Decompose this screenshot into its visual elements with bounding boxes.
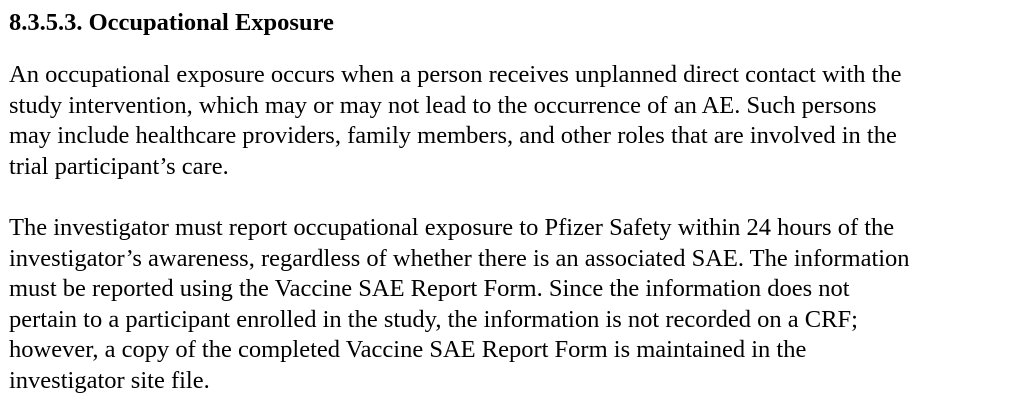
paragraph-line: pertain to a participant enrolled in the study, the information is not recorded on a CRF; xyxy=(9,305,858,333)
paragraph-line: study intervention, which may or may not lead to the occurrence of an AE. Such persons xyxy=(9,91,877,119)
paragraph-line: must be reported using the Vaccine SAE Report Form. Since the information does not xyxy=(9,275,850,302)
paragraph-reporting-requirements xyxy=(9,213,1019,396)
document-page xyxy=(9,0,1019,396)
paragraph-line: The investigator must report occupational exposure to Pfizer Safety within 24 hours of the xyxy=(9,214,895,241)
paragraph-line: may include healthcare providers, family members, and other roles that are involved in the xyxy=(9,122,897,149)
paragraph-line: investigator’s awareness, regardless of whether there is an associated SAE. The information xyxy=(9,244,910,272)
paragraph-line: trial participant’s care. xyxy=(9,152,229,180)
section-heading: 8.3.5.3. Occupational Exposure xyxy=(9,9,334,36)
paragraph-line: however, a copy of the completed Vaccine SAE Report Form is maintained in the xyxy=(9,336,807,363)
paragraph-line: An occupational exposure occurs when a person receives unplanned direct contact with the xyxy=(9,61,902,88)
paragraph-line: investigator site file. xyxy=(9,366,210,394)
paragraph-occupational-exposure-definition xyxy=(9,60,1019,182)
